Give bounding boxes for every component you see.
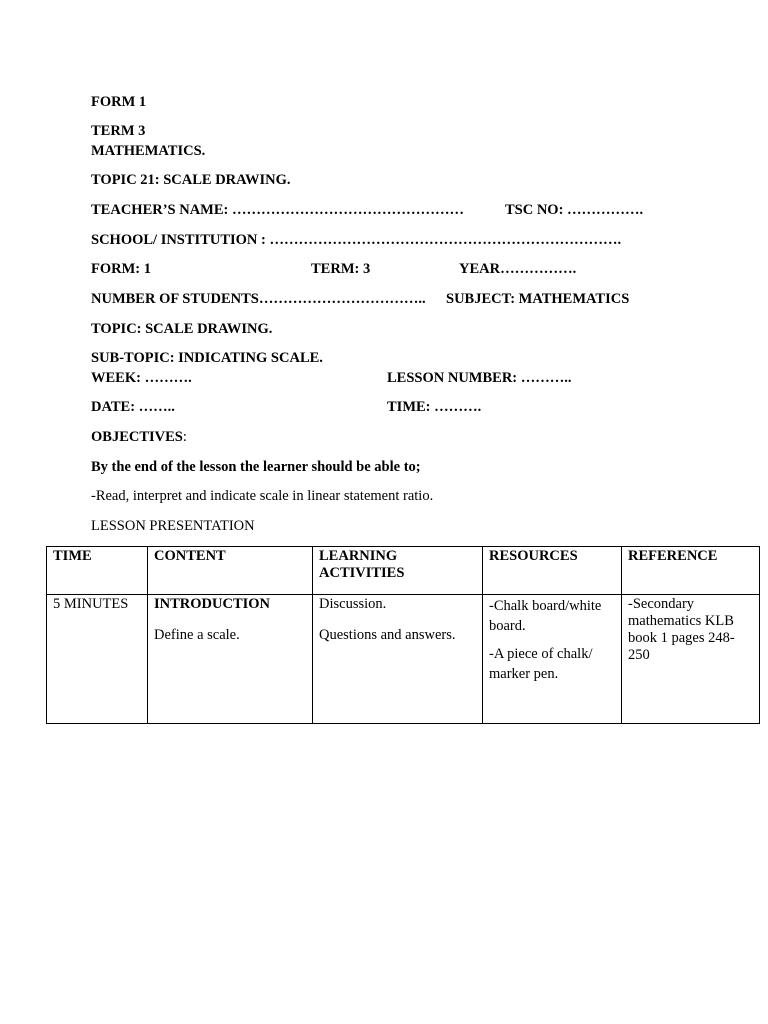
objectives-colon: : [182, 429, 187, 445]
column-header-reference: REFERENCE [622, 547, 760, 595]
resource-item: -A piece of chalk/ marker pen. [489, 646, 593, 682]
time-cell [47, 595, 148, 724]
tsc-no-field: TSC NO: ……………. [505, 202, 644, 218]
objectives-intro: By the end of the lesson the learner should be able to; [91, 459, 421, 475]
content-title: INTRODUCTION [154, 596, 271, 612]
term-heading: TERM 3 [91, 123, 146, 139]
week-field: WEEK: ………. [91, 370, 192, 386]
teacher-name-field: TEACHER’S NAME: ………………………………………… [91, 202, 464, 218]
school-field: SCHOOL/ INSTITUTION : ………………………………………………………………. [91, 232, 622, 248]
activities-cell [313, 595, 483, 724]
time-field: TIME: ………. [387, 399, 482, 415]
column-header-resources: RESOURCES [483, 547, 622, 595]
year-field: YEAR……………. [459, 261, 577, 277]
lesson-presentation-heading: LESSON PRESENTATION [91, 518, 255, 534]
activity-item: Discussion. [319, 596, 387, 612]
column-header-content: CONTENT [148, 547, 313, 595]
resource-item: -Chalk board/white board. [489, 598, 602, 634]
form-field: FORM: 1 [91, 261, 151, 277]
column-header-learning-activities: LEARNING ACTIVITIES [313, 547, 483, 595]
reference-text: -Secondary mathematics KLB book 1 pages 248-250 [628, 596, 735, 663]
subject-heading: MATHEMATICS. [91, 143, 206, 159]
num-students-field: NUMBER OF STUDENTS…………………………….. [91, 291, 426, 307]
date-field: DATE: …….. [91, 399, 175, 415]
time-value: 5 MINUTES [53, 596, 129, 612]
activity-item: Questions and answers. [319, 627, 456, 643]
content-text: Define a scale. [154, 627, 240, 643]
lesson-table [46, 546, 760, 724]
lesson-number-field: LESSON NUMBER: ……….. [387, 370, 572, 386]
reference-cell [622, 595, 760, 724]
form-heading: FORM 1 [91, 94, 147, 110]
resources-cell [483, 595, 622, 724]
subtopic-field: SUB-TOPIC: INDICATING SCALE. [91, 350, 323, 366]
topic-field: TOPIC: SCALE DRAWING. [91, 321, 273, 337]
term-field: TERM: 3 [311, 261, 371, 277]
topic-heading: TOPIC 21: SCALE DRAWING. [91, 172, 291, 188]
table-row [47, 595, 760, 724]
objectives-heading [91, 429, 187, 446]
column-header-time: TIME [47, 547, 148, 595]
subject-field: SUBJECT: MATHEMATICS [446, 291, 630, 307]
objectives-label: OBJECTIVES [91, 429, 183, 445]
objective-item: -Read, interpret and indicate scale in linear statement ratio. [91, 488, 434, 504]
content-cell [148, 595, 313, 724]
table-header-row [47, 547, 760, 595]
